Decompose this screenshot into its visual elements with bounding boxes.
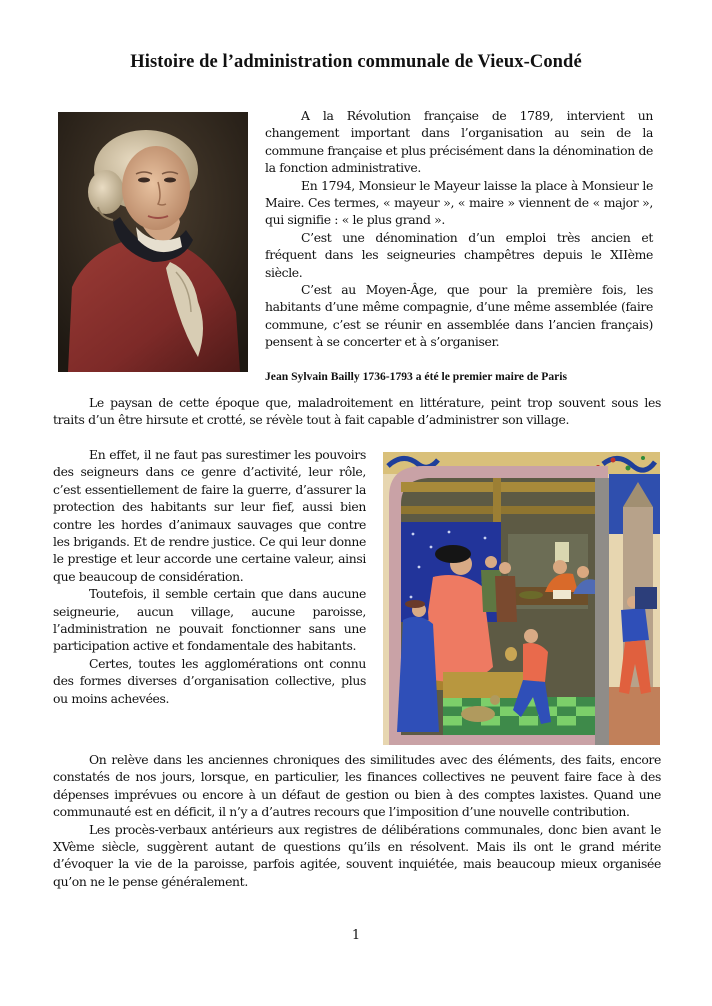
intro-text-block xyxy=(265,107,653,351)
page-title: Histoire de l’administration communale de Vieux-Condé xyxy=(130,52,582,72)
miniature-illustration xyxy=(383,452,660,745)
paragraph: Les procès-verbaux antérieurs aux registres de délibérations communales, donc bien avant le XVème siècle, suggèrent autant de questions qu’ils en résolvent. Mais ils ont le grand mérite d’évoquer la vie de la paroisse, parfois agitée, souvent inquiétée, mais beaucoup mieux organisée qu’on ne le pense généralement. xyxy=(53,821,661,889)
page-number: 1 xyxy=(351,928,361,943)
portrait-caption: Jean Sylvain Bailly 1736-1793 a été le premier maire de Paris xyxy=(265,370,568,383)
paragraph: On relève dans les anciennes chroniques des similitudes avec des éléments, des faits, encore constatés de nos jours, lorsque, en particulier, les finances collectives ne peuvent faire face à des dépenses imprévues ou encore à un défaut de gestion ou bien à des comptes laxistes. Quand une communauté est en déficit, il n’y a d’autres recours que l’imposition d’une nouvelle contribution. xyxy=(53,752,661,820)
paragraph: C’est au Moyen-Âge, que pour la première fois, les habitants d’une même compagnie, d’une même assemblée (faire commune, c’est se réunir en assemblée dans l’ancien français) pensent à se concerter et à s’organiser. xyxy=(265,282,653,350)
full-width-text-block-2 xyxy=(53,751,661,890)
left-column-text-block xyxy=(53,446,366,707)
paragraph: En 1794, Monsieur le Mayeur laisse la place à Monsieur le Maire. Ces termes, « mayeur », « maire » viennent de « major », qui signifie : « le plus grand ». xyxy=(265,177,653,228)
paragraph: Toutefois, il semble certain que dans aucune seigneurie, aucun village, aucune paroisse, l’administration ne pouvait fonctionner sans une participation active et fondamentale des habitants. xyxy=(53,586,366,654)
paragraph: A la Révolution française de 1789, intervient un changement important dans l’organisation au sein de la commune française et plus précisément dans la dénomination de la fonction administrative. xyxy=(265,108,654,176)
medieval-miniature-image xyxy=(383,452,660,745)
paragraph: En effet, il ne faut pas surestimer les pouvoirs des seigneurs dans ce genre d’activité, leur rôle, c’est essentiellement de faire la guerre, d’assurer la protection des habitants sur leur fief, aussi bien contre les hordes d’animaux sauvages que contre les brigands. Et de rendre justice. Ce qui leur donne le prestige et leur accorde une certaine valeur, ainsi que beaucoup de considération. xyxy=(53,447,366,584)
full-width-text-block-1 xyxy=(53,394,661,429)
portrait-image xyxy=(58,112,248,372)
paragraph: C’est une dénomination d’un emploi très ancien et fréquent dans les seigneuries champêtres depuis le XIIème siècle. xyxy=(265,229,653,280)
portrait-illustration xyxy=(58,112,248,372)
paragraph: Certes, toutes les agglomérations ont connu des formes diverses d’organisation collective, plus ou moins achevées. xyxy=(53,655,366,706)
paragraph: Le paysan de cette époque que, maladroitement en littérature, peint trop souvent sous les traits d’un être hirsute et crotté, se révèle tout à fait capable d’administrer son village. xyxy=(53,395,661,428)
